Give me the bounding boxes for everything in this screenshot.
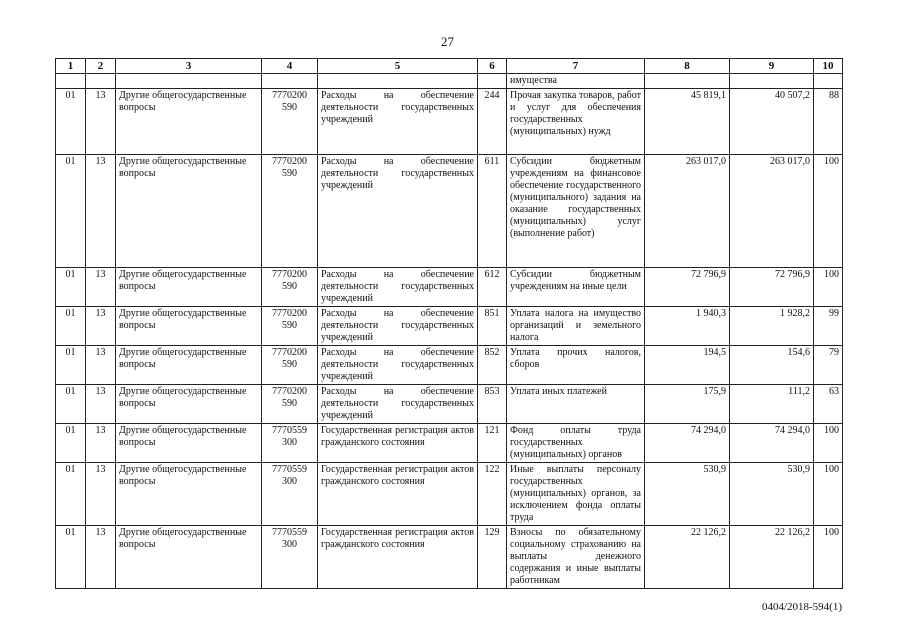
cell-c1: 01 [56,155,86,268]
cell-c4: 7770200 590 [262,155,318,268]
cell-c6 [478,74,507,89]
cell-c9: 1 928,2 [730,307,814,346]
cell-c1: 01 [56,346,86,385]
cell-c8: 22 126,2 [645,526,730,589]
column-header-2: 2 [86,59,116,74]
cell-c5: Расходы на обеспечение деятельности государственных учреждений [318,346,478,385]
cell-c5: Государственная регистрация актов гражданского состояния [318,526,478,589]
cell-c9: 72 796,9 [730,268,814,307]
cell-c5: Расходы на обеспечение деятельности государственных учреждений [318,307,478,346]
cell-c10: 63 [814,385,843,424]
cell-c6: 122 [478,463,507,526]
cell-c1: 01 [56,89,86,155]
column-header-7: 7 [507,59,645,74]
cell-c8: 45 819,1 [645,89,730,155]
cell-c9: 154,6 [730,346,814,385]
cell-c7: Иные выплаты персоналу государственных (муниципальных) органов, за исключением фонда оплаты труда [507,463,645,526]
cell-c9: 263 017,0 [730,155,814,268]
cell-c6: 851 [478,307,507,346]
cell-c7: Фонд оплаты труда государственных (муниципальных) органов [507,424,645,463]
cell-c3: Другие общегосударственные вопросы [116,89,262,155]
cell-c6: 611 [478,155,507,268]
cell-c4: 7770200 590 [262,346,318,385]
cell-c6: 244 [478,89,507,155]
cell-c3: Другие общегосударственные вопросы [116,424,262,463]
cell-c10: 100 [814,526,843,589]
table-body [56,74,843,589]
cell-c4: 7770200 590 [262,268,318,307]
cell-c2: 13 [86,463,116,526]
cell-c3: Другие общегосударственные вопросы [116,307,262,346]
column-header-1: 1 [56,59,86,74]
cell-c6: 129 [478,526,507,589]
cell-c1: 01 [56,424,86,463]
cell-c2: 13 [86,424,116,463]
cell-c5 [318,74,478,89]
cell-c3: Другие общегосударственные вопросы [116,155,262,268]
cell-c4: 7770559 300 [262,463,318,526]
cell-c7: имущества [507,74,645,89]
column-header-10: 10 [814,59,843,74]
cell-c3: Другие общегосударственные вопросы [116,346,262,385]
page-number: 27 [441,34,454,49]
cell-c4 [262,74,318,89]
cell-c6: 853 [478,385,507,424]
cell-c1: 01 [56,307,86,346]
cell-c10: 100 [814,268,843,307]
cell-c8: 175,9 [645,385,730,424]
budget-table [55,58,843,589]
table-row [56,526,843,589]
table-row [56,424,843,463]
cell-c5: Расходы на обеспечение деятельности государственных учреждений [318,268,478,307]
column-header-5: 5 [318,59,478,74]
cell-c3 [116,74,262,89]
document-code: 0404/2018-594(1) [761,601,842,613]
cell-c2: 13 [86,346,116,385]
cell-c1: 01 [56,385,86,424]
cell-c2: 13 [86,526,116,589]
cell-c10: 100 [814,424,843,463]
cell-c9: 111,2 [730,385,814,424]
cell-c1 [56,74,86,89]
cell-c10: 99 [814,307,843,346]
cell-c4: 7770200 590 [262,89,318,155]
cell-c1: 01 [56,268,86,307]
cell-c8: 1 940,3 [645,307,730,346]
cell-c4: 7770559 300 [262,526,318,589]
table-row [56,385,843,424]
cell-c3: Другие общегосударственные вопросы [116,268,262,307]
table-row [56,463,843,526]
header-row [56,59,843,74]
table-row [56,307,843,346]
cell-c6: 121 [478,424,507,463]
cell-c5: Государственная регистрация актов гражданского состояния [318,463,478,526]
cell-c6: 852 [478,346,507,385]
cell-c2: 13 [86,307,116,346]
cell-c2 [86,74,116,89]
cell-c2: 13 [86,385,116,424]
cell-c7: Прочая закупка товаров, работ и услуг для обеспечения государственных (муниципальных) нужд [507,89,645,155]
cell-c8 [645,74,730,89]
cell-c6: 612 [478,268,507,307]
cell-c10: 88 [814,89,843,155]
table-row [56,155,843,268]
cell-c9 [730,74,814,89]
cell-c5: Расходы на обеспечение деятельности государственных учреждений [318,155,478,268]
cell-c4: 7770200 590 [262,307,318,346]
cell-c7: Уплата налога на имущество организаций и земельного налога [507,307,645,346]
cell-c9: 530,9 [730,463,814,526]
cell-c5: Расходы на обеспечение деятельности государственных учреждений [318,385,478,424]
column-header-9: 9 [730,59,814,74]
cell-c1: 01 [56,526,86,589]
cell-c3: Другие общегосударственные вопросы [116,463,262,526]
cell-c4: 7770200 590 [262,385,318,424]
table-row [56,346,843,385]
cell-c10: 100 [814,155,843,268]
table-row [56,268,843,307]
cell-c8: 194,5 [645,346,730,385]
cell-c8: 72 796,9 [645,268,730,307]
cell-c10: 79 [814,346,843,385]
cell-c3: Другие общегосударственные вопросы [116,385,262,424]
continuation-row [56,74,843,89]
cell-c7: Уплата прочих налогов, сборов [507,346,645,385]
cell-c8: 263 017,0 [645,155,730,268]
cell-c5: Расходы на обеспечение деятельности государственных учреждений [318,89,478,155]
table-row [56,89,843,155]
cell-c2: 13 [86,155,116,268]
cell-c9: 40 507,2 [730,89,814,155]
cell-c7: Субсидии бюджетным учреждениям на финансовое обеспечение государственного (муниципального) задания на оказание государственных (муниципальных) услуг (выполнение работ) [507,155,645,268]
cell-c5: Государственная регистрация актов гражданского состояния [318,424,478,463]
column-header-3: 3 [116,59,262,74]
cell-c7: Уплата иных платежей [507,385,645,424]
cell-c1: 01 [56,463,86,526]
column-header-6: 6 [478,59,507,74]
cell-c8: 74 294,0 [645,424,730,463]
cell-c2: 13 [86,268,116,307]
cell-c10 [814,74,843,89]
cell-c9: 22 126,2 [730,526,814,589]
cell-c4: 7770559 300 [262,424,318,463]
cell-c10: 100 [814,463,843,526]
cell-c7: Взносы по обязательному социальному страхованию на выплаты денежного содержания и иные выплаты работникам [507,526,645,589]
cell-c8: 530,9 [645,463,730,526]
cell-c2: 13 [86,89,116,155]
table-header [56,59,843,74]
cell-c3: Другие общегосударственные вопросы [116,526,262,589]
cell-c7: Субсидии бюджетным учреждениям на иные цели [507,268,645,307]
column-header-4: 4 [262,59,318,74]
cell-c9: 74 294,0 [730,424,814,463]
column-header-8: 8 [645,59,730,74]
